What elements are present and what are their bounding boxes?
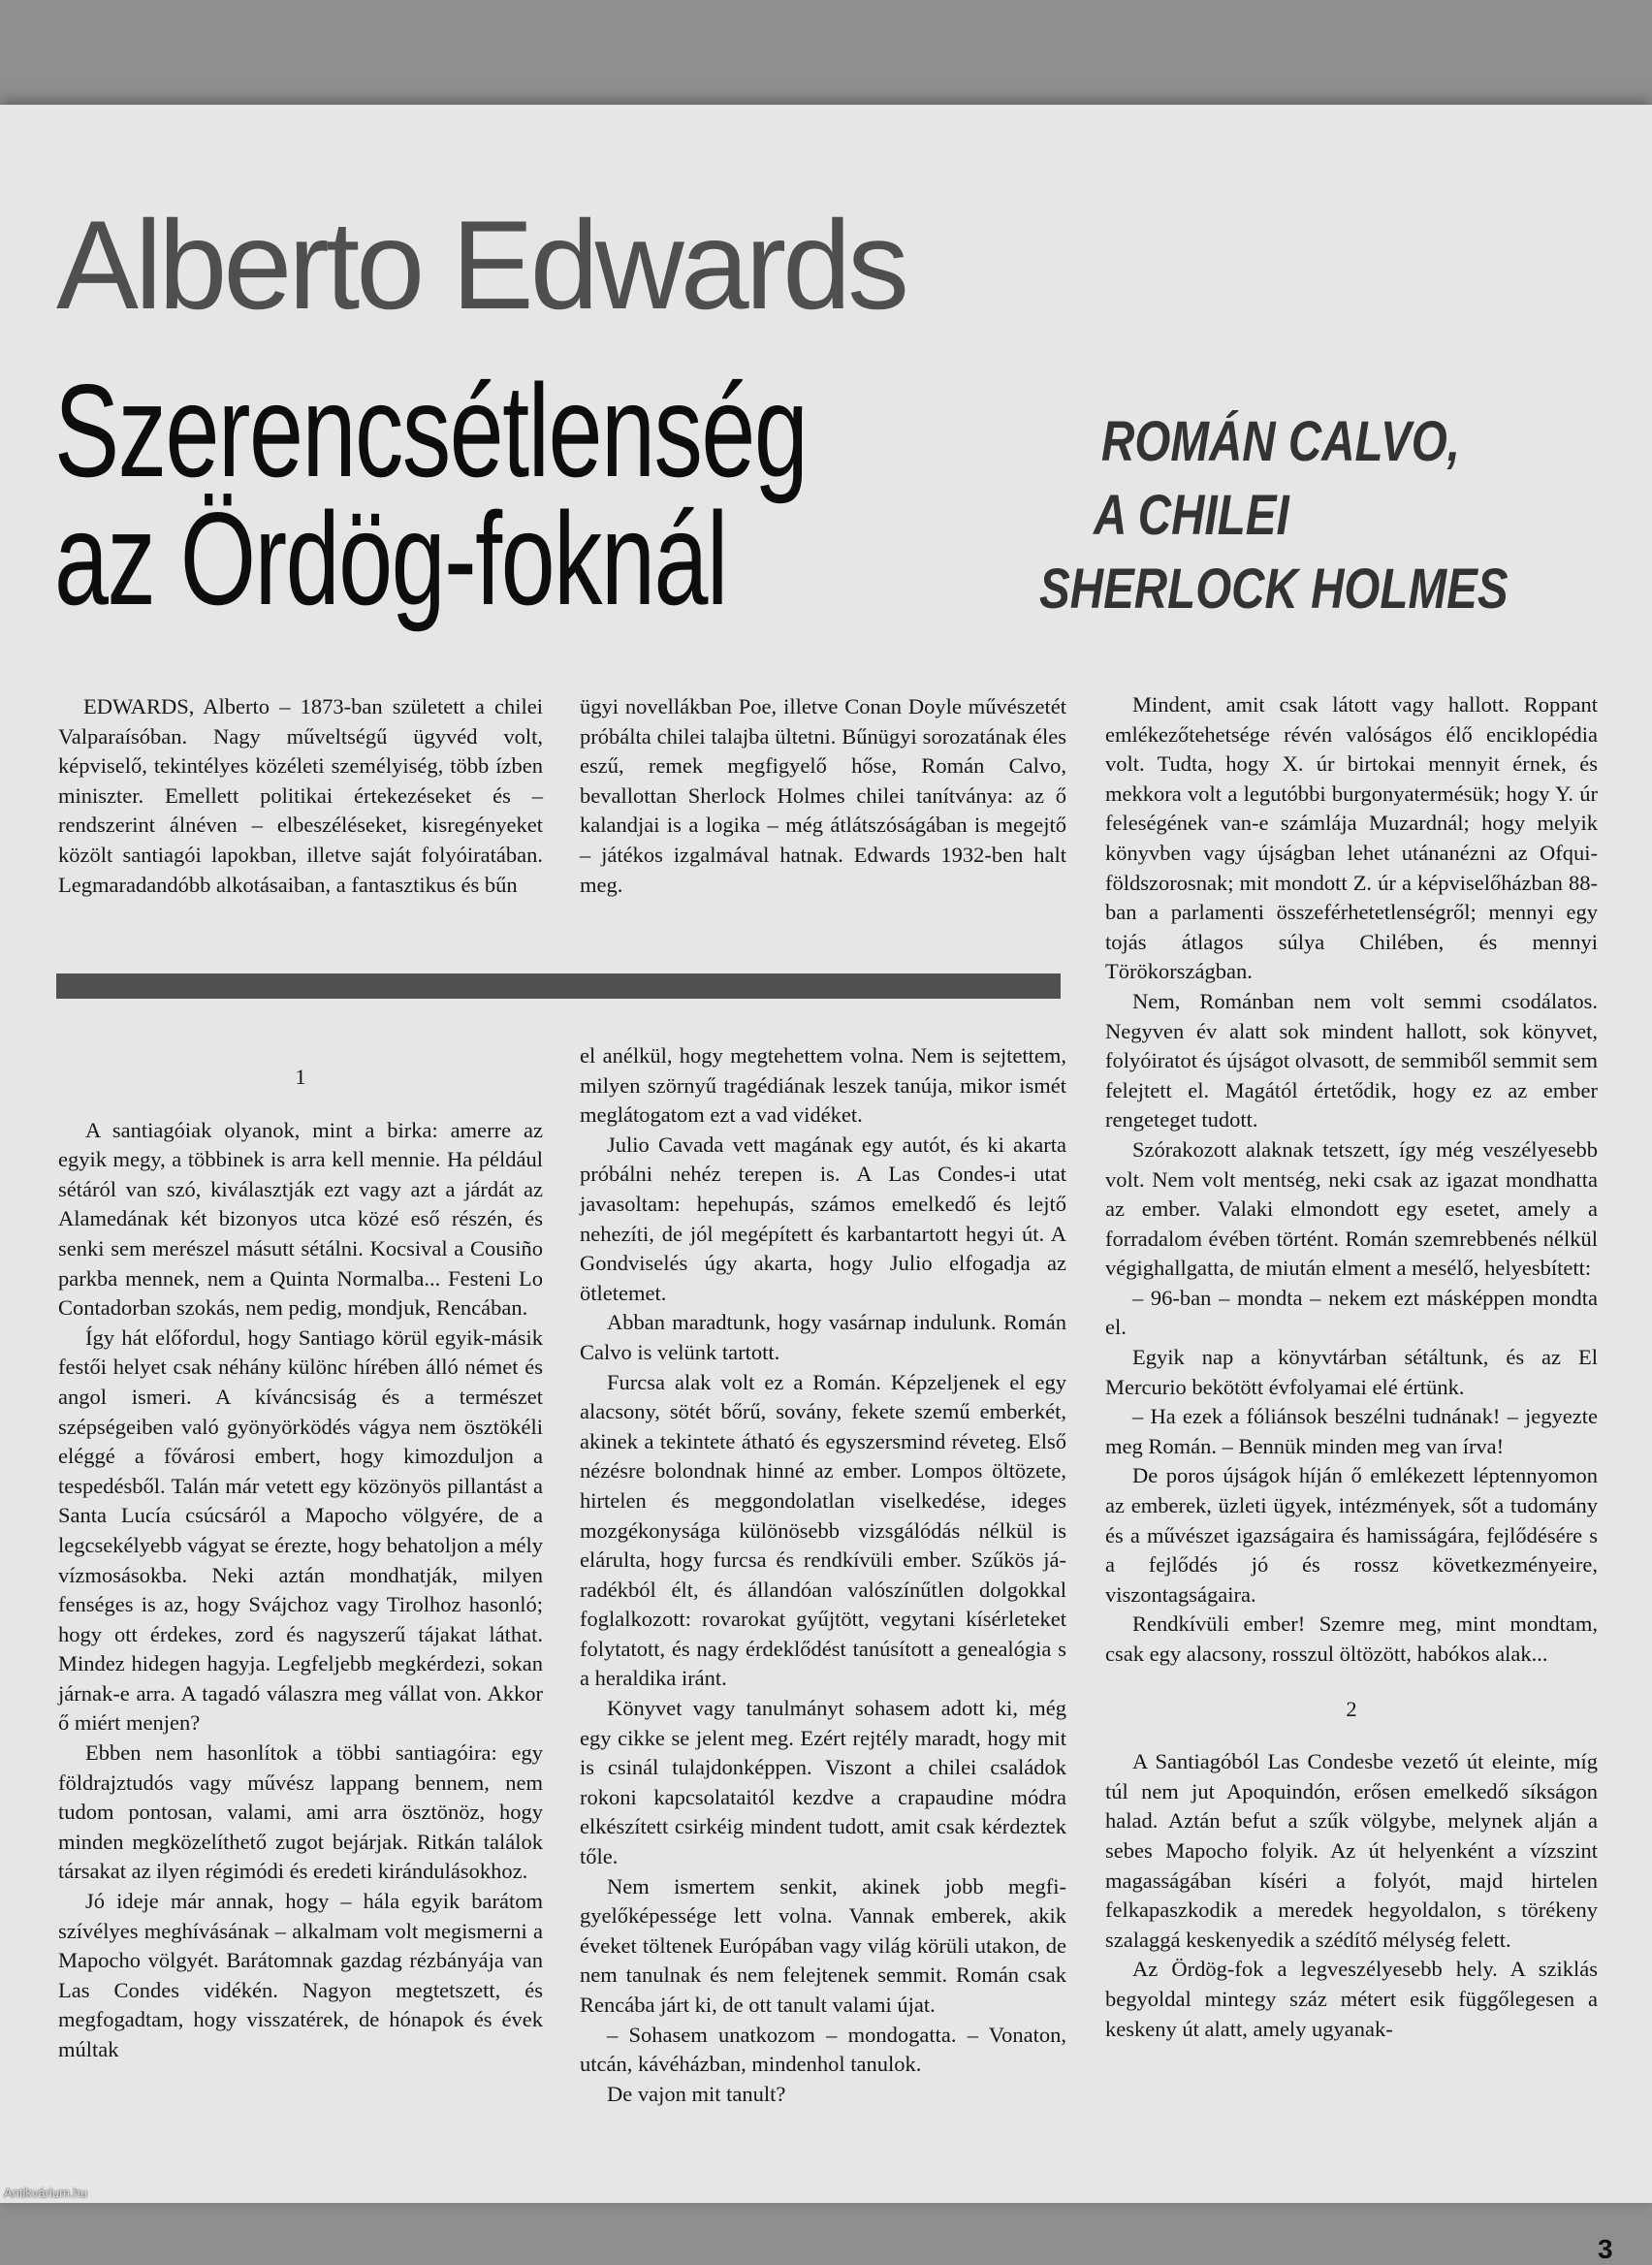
title-line-1: Szerencsétlenség	[54, 357, 808, 504]
paragraph: Jó ideje már annak, hogy – hála egyik barátom szívélyes meghívásának – alkalmam volt megismerni a Mapocho völgyét. Barátomnak gazdag rézbányája van Las Condes vidékén. Nagyon megtetszett, és megfogadtam, hogy visszatérek, de hónapok és évek múltak	[58, 1889, 543, 2061]
subtitle-line-1: ROMÁN CALVO,	[1101, 410, 1460, 473]
intro-column-1	[58, 692, 543, 900]
paragraph: el anélkül, hogy megtehettem volna. Nem is sejtettem, milyen szörnyű tragédiának leszek tanúja, mikor ismét meglátogatom ezt a vad vidéket.	[580, 1043, 1066, 1128]
intro-paragraph: EDWARDS, Alberto – 1873-ban született a chilei Valparaísóban. Nagy műveltségű ügyvéd volt, képviselő, tekintélyes közéleti személyiség, több ízben miniszter. Emellett politikai értekezéseket és – rendszerint álnéven – elbeszéléseket, kisregényeket közölt santiagói lapokban, illetve saját folyóiratában. Legmaradandóbb alkotásaiban, a fantasztikus és bűn	[58, 694, 543, 897]
title-line-2: az Ördög-foknál	[54, 485, 727, 632]
magazine-page	[0, 105, 1652, 2264]
paragraph: De poros újságok híján ő emlékezett léptennyomon az emberek, üzleti ügyek, intézmények, sőt a tudomány és a művészet igazságaira és hamisságára, fejlődésére s a fejlődés jó és rossz következményeire, viszontagságaira.	[1105, 1463, 1598, 1607]
paragraph: Furcsa alak volt ez a Román. Képzeljenek el egy alacsony, sötét bőrű, sovány, fekete szemű emberkét, akinek a tekintete átható és egyszersmind réveteg. Első nézésre bolondnak hinné az ember. Lompos öltözete, hirtelen és meggondolatlan viselkedése, ideges mozgékonysága különösebb vizsgálódás nélkül is elárulta, hogy furcsa és rendkívüli ember. Szűkös járadékból élt, és állandóan valószínűtlen dolgokkal foglalkozott: rovarokat gyűjtött, vegytani kísérleteket folytatott, és nagy érdeklődést tanúsított a genealógia s a heraldika iránt.	[580, 1369, 1066, 1691]
paragraph: Abban maradtunk, hogy vasárnap indulunk. Román Calvo is velünk tartott.	[580, 1310, 1066, 1364]
article-title	[54, 357, 808, 632]
article-subtitle	[1039, 405, 1621, 626]
article-column-right	[1105, 690, 1598, 2044]
paragraph: Mindent, amit csak látott vagy hallott. Roppant emlékezőtehetsége révén valóságos élő enciklopédia volt. Tudta, hogy X. úr birtokai mennyit érnek, és mekkora volt a legutóbbi burgonyatermésük; hogy Y. úr feleségének van-e számlája Muzardnál; hogy melyik könyvben vagy újságban lehet utánanézni az Ofqui-földszorosnak; mit mondott Z. úr a képviselőházban 88-ban a parlamenti összeférhetetlenségről; mennyi egy tojás átlagos súlya Chilében, és mennyi Törökországban.	[1105, 692, 1598, 984]
paragraph: Ebben nem hasonlítok a többi santiagóira: egy földrajztudós vagy művész lappang bennem, nem tudom pontosan, valami, ami arra ösztönöz, hogy minden megközelíthető zugot bejárjak. Ritkán találok társakat az ilyen régimódi és eredeti kirándulásokhoz.	[58, 1740, 543, 1884]
paragraph: De vajon mit tanult?	[607, 2081, 786, 2106]
paragraph: Szórakozott alaknak tetszett, így még veszélyesebb volt. Nem volt mentség, neki csak az igazat mondhatta az ember. Valaki elmondott egy esetet, amely a forradalom évében történt. Román szemrebbenés nélkül végighallgatta, de miután elment a mesélő, helyesbített:	[1105, 1136, 1598, 1281]
subtitle-line-2: A CHILEI	[1094, 484, 1289, 547]
section-divider-bar	[56, 973, 1061, 999]
paragraph: Julio Cavada vett magának egy autót, és ki akarta próbálni nehéz terepen is. A Las Condes-i utat javasoltam: hepehupás, számos emelkedő és lejtő nehezíti, de jól megépített és karbantartott hegyi út. A Gondviselés úgy akarta, hogy Julio elfogadja az ötletemet.	[580, 1132, 1066, 1305]
paragraph: A Santiagóból Las Condesbe vezető út eleinte, míg túl nem jut Apoquindón, erősen emelkedő síkságon halad. Aztán befut a szűk völgybe, melynek alján a sebes Mapocho folyik. Az út helyenként a vízszint magasságában kíséri a folyót, majd hirtelen felkapaszkodik a meredek hegyoldalon, s törékeny szalaggá keskenyedik a szédítő mélység felett.	[1105, 1749, 1598, 1952]
section-number: 2	[1346, 1696, 1357, 1721]
watermark: Antikvárium.hu	[4, 2185, 87, 2200]
paragraph: Könyvet vagy tanulmányt sohasem adott ki, még egy cikke se jelent meg. Ezért rejtély maradt, hogy mit is csinál tulajdonképpen. Viszont a chilei családok rokoni kapcsolataitól kezdve a crapaudine módra elkészített csirkéig mindent tudott, amit csak kérdeztek tőle.	[580, 1696, 1066, 1869]
section-number: 1	[295, 1065, 306, 1089]
paragraph: Egyik nap a könyvtárban sétáltunk, és az El Mercurio bekötött évfolyamai elé értünk.	[1105, 1345, 1598, 1399]
article-column-left	[58, 1055, 543, 2065]
paragraph: Az Ördög-fok a legveszélyesebb hely. A sziklás begyoldal mintegy száz métert esik függőlegesen a keskeny út alatt, amely ugyanak-	[1105, 1957, 1598, 2041]
paragraph: A santiagóiak olyanok, mint a birka: amerre az egyik megy, a többinek is arra kell mennie. Ha például sétáról van szó, kiválasztják ezt vagy azt a járdát az Alamedának két bizonyos utca közé eső részén, és senki sem merészel másutt sétálni. Kocsival a Cousiño parkba mennek, nem a Quinta Normalba... Festeni Lo Contadorban szokás, nem pedig, mondjuk, Rencában.	[58, 1117, 543, 1321]
paragraph: Nem ismertem senkit, akinek jobb megfigyelőképessége lett volna. Vannak emberek, akik éveket töltenek Európában vagy világ körüli utakon, de nem tanulnak és nem felejtenek semmit. Román csak Rencába járt ki, de ott tanult valami újat.	[580, 1873, 1066, 2017]
page-number: 3	[1598, 2234, 1613, 2264]
intro-paragraph: ügyi novellákban Poe, illetve Conan Doyle művészetét próbálta chilei talajba ültetni. Bűnügyi sorozatának éles eszű, remek megfigyelő hőse, Román Calvo, bevallottan Sherlock Holmes chilei tanítványa: az ő kalandjai is a logika – még átlátszóságában is megejtő – játékos izgalmával hatnak. Edwards 1932-ben halt meg.	[580, 694, 1066, 897]
paragraph: – Ha ezek a fóliánsok beszélni tudnának! – jegyezte meg Román. – Bennük minden meg van írva!	[1105, 1404, 1598, 1458]
paragraph: – 96-ban – mondta – nekem ezt másképpen mondta el.	[1105, 1285, 1598, 1340]
subtitle-line-3: SHERLOCK HOLMES	[1039, 558, 1509, 621]
paragraph: Rendkívüli ember! Szemre meg, mint mondtam, csak egy alacsony, rosszul öltözött, habókos alak...	[1105, 1611, 1598, 1666]
paragraph: – Sohasem unatkozom – mondogatta. – Vonaton, utcán, kávéházban, mindenhol tanulok.	[580, 2022, 1066, 2077]
paragraph: Nem, Románban nem volt semmi csodálatos. Negyven év alatt sok mindent hallott, sok könyvet, folyóiratot és újságot olvasott, de semmiből semmit sem felejtett el. Magától értetődik, hogy ez az ember rengeteget tudott.	[1105, 988, 1598, 1132]
intro-column-2	[580, 692, 1066, 900]
author-name: Alberto Edwards	[56, 194, 905, 335]
article-column-middle	[580, 1041, 1066, 2109]
paragraph: Így hát előfordul, hogy Santiago körül egyik-másik festői helyet csak néhány különc hírében álló német és angol ismeri. A kíváncsiság és a természet szépségeiben való gyönyörködés vágya nem ösztökéli eléggé a fővárosi embert, hogy kimozduljon a tespedésből. Talán már vetett egy közönyös pillantást a Santa Lucía csúcsáról a Mapocho völgyére, de a legcsekélyebb vágyat se érezte, hogy behatoljon a mély vízmosásokba. Neki aztán mondhatják, milyen fenséges is az, hogy Svájchoz vagy Tirolhoz hasonló; hogy ott érdekes, zord és nagyszerű tájakat láthat. Mindez hidegen hagyja. Legfeljebb megkérdezi, sokan járnak-e arra. A tagadó válaszra meg vállat von. Akkor ő miért menjen?	[58, 1324, 543, 1736]
